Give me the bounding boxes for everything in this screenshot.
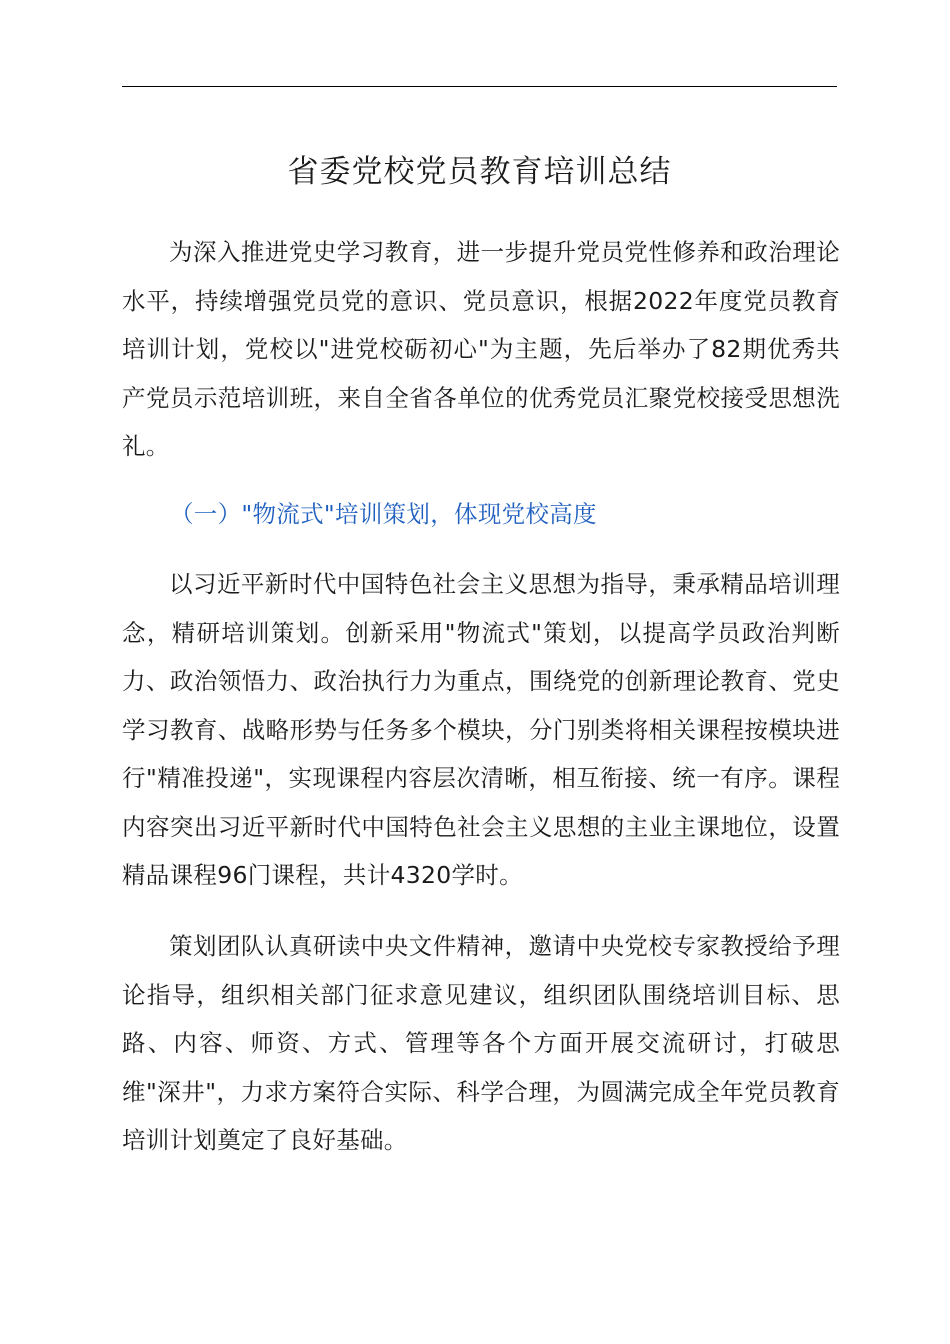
- header-rule: [122, 86, 837, 87]
- intro-paragraph: 为深入推进党史学习教育，进一步提升党员党性修养和政治理论水平，持续增强党员党的意识、党员意识，根据2022年度党员教育培训计划，党校以"进党校砺初心"为主题，先后举办了82期优秀共产党员示范培训班，来自全省各单位的优秀党员汇聚党校接受思想洗礼。: [122, 238, 840, 460]
- document-title: 省委党校党员教育培训总结: [287, 154, 672, 190]
- body-paragraph-2: 策划团队认真研读中央文件精神，邀请中央党校专家教授给予理论指导，组织相关部门征求意见建议，组织团队围绕培训目标、思路、内容、师资、方式、管理等各个方面开展交流研讨，打破思维"深井"，力求方案符合实际、科学合理，为圆满完成全年党员教育培训计划奠定了良好基础。: [122, 932, 840, 1154]
- body-paragraph-1: 以习近平新时代中国特色社会主义思想为指导，秉承精品培训理念，精研培训策划。创新采用"物流式"策划，以提高学员政治判断力、政治领悟力、政治执行力为重点，围绕党的创新理论教育、党史学习教育、战略形势与任务多个模块，分门别类将相关课程按模块进行"精准投递"，实现课程内容层次清晰，相互衔接、统一有序。课程内容突出习近平新时代中国特色社会主义思想的主业主课地位，设置精品课程96门课程，共计4320学时。: [122, 570, 840, 889]
- section-heading: （一）"物流式"培训策划，体现党校高度: [170, 500, 597, 528]
